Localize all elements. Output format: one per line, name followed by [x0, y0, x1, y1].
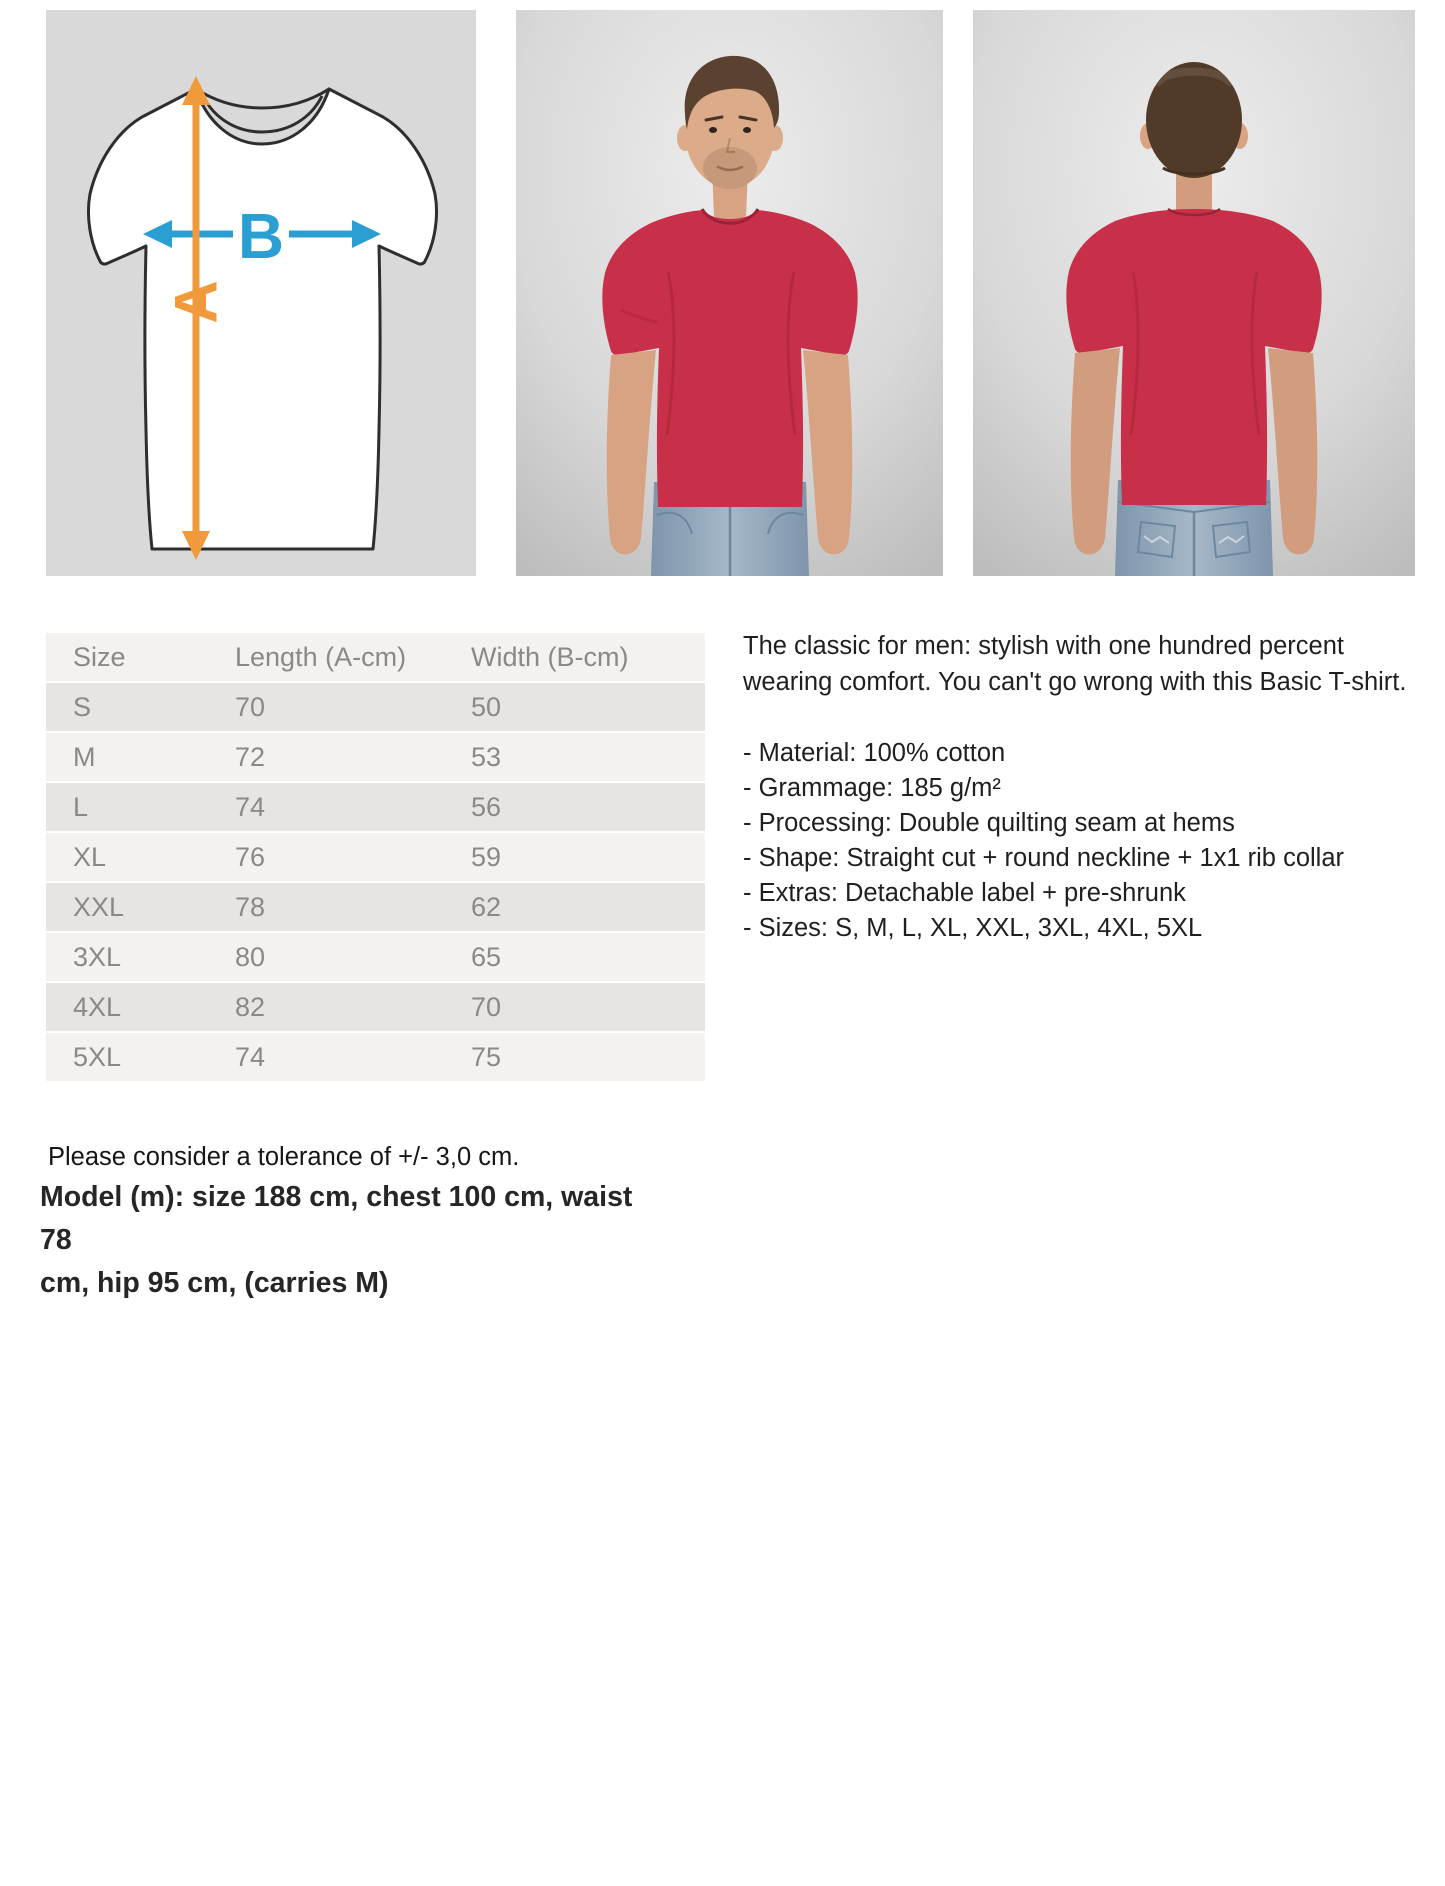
size-table-cell: 4XL [46, 982, 208, 1032]
description-bullet: - Processing: Double quilting seam at hems [743, 809, 1235, 837]
size-table-cell: 3XL [46, 932, 208, 982]
description-bullet: - Grammage: 185 g/m² [743, 774, 1001, 802]
size-table-cell: L [46, 782, 208, 832]
size-table-header-length: Length (A-cm) [208, 633, 444, 682]
size-table-cell: 62 [444, 882, 705, 932]
size-table-cell: S [46, 682, 208, 732]
size-table-cell: 70 [444, 982, 705, 1032]
size-table-cell: 70 [208, 682, 444, 732]
size-table-cell: 75 [444, 1032, 705, 1082]
size-table-cell: 59 [444, 832, 705, 882]
description-bullets [743, 736, 1408, 946]
size-table-row [46, 982, 705, 1032]
model-front-graphic [516, 10, 943, 576]
size-table-cell: 78 [208, 882, 444, 932]
model-stubble [703, 147, 757, 189]
size-table-cell: 53 [444, 732, 705, 782]
collar-back-line [196, 89, 329, 108]
size-table-cell: 65 [444, 932, 705, 982]
product-description [743, 628, 1408, 946]
size-table-cell: XXL [46, 882, 208, 932]
label-a: A [162, 280, 230, 324]
model-back-photo [973, 10, 1415, 576]
size-table-header-row [46, 633, 705, 682]
size-table-cell: 82 [208, 982, 444, 1032]
size-table-row [46, 932, 705, 982]
description-bullet: - Shape: Straight cut + round neckline + 1x1 rib collar [743, 844, 1345, 872]
description-bullet: - Extras: Detachable label + pre-shrunk [743, 879, 1186, 907]
size-table-cell: 72 [208, 732, 444, 782]
size-table-row [46, 782, 705, 832]
size-table-body [46, 682, 705, 1082]
size-table-row [46, 732, 705, 782]
size-table-cell: 56 [444, 782, 705, 832]
tshirt-measurement-diagram [46, 10, 476, 576]
model-info-note [40, 1176, 660, 1305]
size-table-cell: 74 [208, 782, 444, 832]
description-bullet: - Sizes: S, M, L, XL, XXL, 3XL, 4XL, 5XL [743, 914, 1203, 942]
size-table-cell: 76 [208, 832, 444, 882]
tolerance-note: Please consider a tolerance of +/- 3,0 cm. [48, 1143, 520, 1171]
size-table-header-width: Width (B-cm) [444, 633, 705, 682]
model-front-photo [516, 10, 943, 576]
tshirt-diagram-graphic [46, 10, 476, 576]
description-intro: The classic for men: stylish with one hundred percent wearing comfort. You can't go wrong with this Basic T-shirt. [743, 632, 1407, 696]
size-table-cell: 5XL [46, 1032, 208, 1082]
model-info-line1: Model (m): size 188 cm, chest 100 cm, waist 78 [40, 1181, 633, 1256]
size-table [46, 633, 705, 1083]
description-bullet: - Material: 100% cotton [743, 739, 1006, 767]
model-back-graphic [973, 10, 1415, 576]
model-eye-left [709, 127, 717, 133]
size-table-cell: M [46, 732, 208, 782]
size-table-cell: XL [46, 832, 208, 882]
size-table-cell: 80 [208, 932, 444, 982]
size-table-row [46, 882, 705, 932]
size-table-row [46, 682, 705, 732]
size-table-cell: 50 [444, 682, 705, 732]
size-table-row [46, 1032, 705, 1082]
size-table-row [46, 832, 705, 882]
size-table-header-size: Size [46, 633, 208, 682]
label-b: B [237, 200, 285, 272]
size-table-cell: 74 [208, 1032, 444, 1082]
tshirt-outline [88, 89, 436, 549]
model-eye-right [743, 127, 751, 133]
model-info-line2: cm, hip 95 cm, (carries M) [40, 1267, 389, 1299]
